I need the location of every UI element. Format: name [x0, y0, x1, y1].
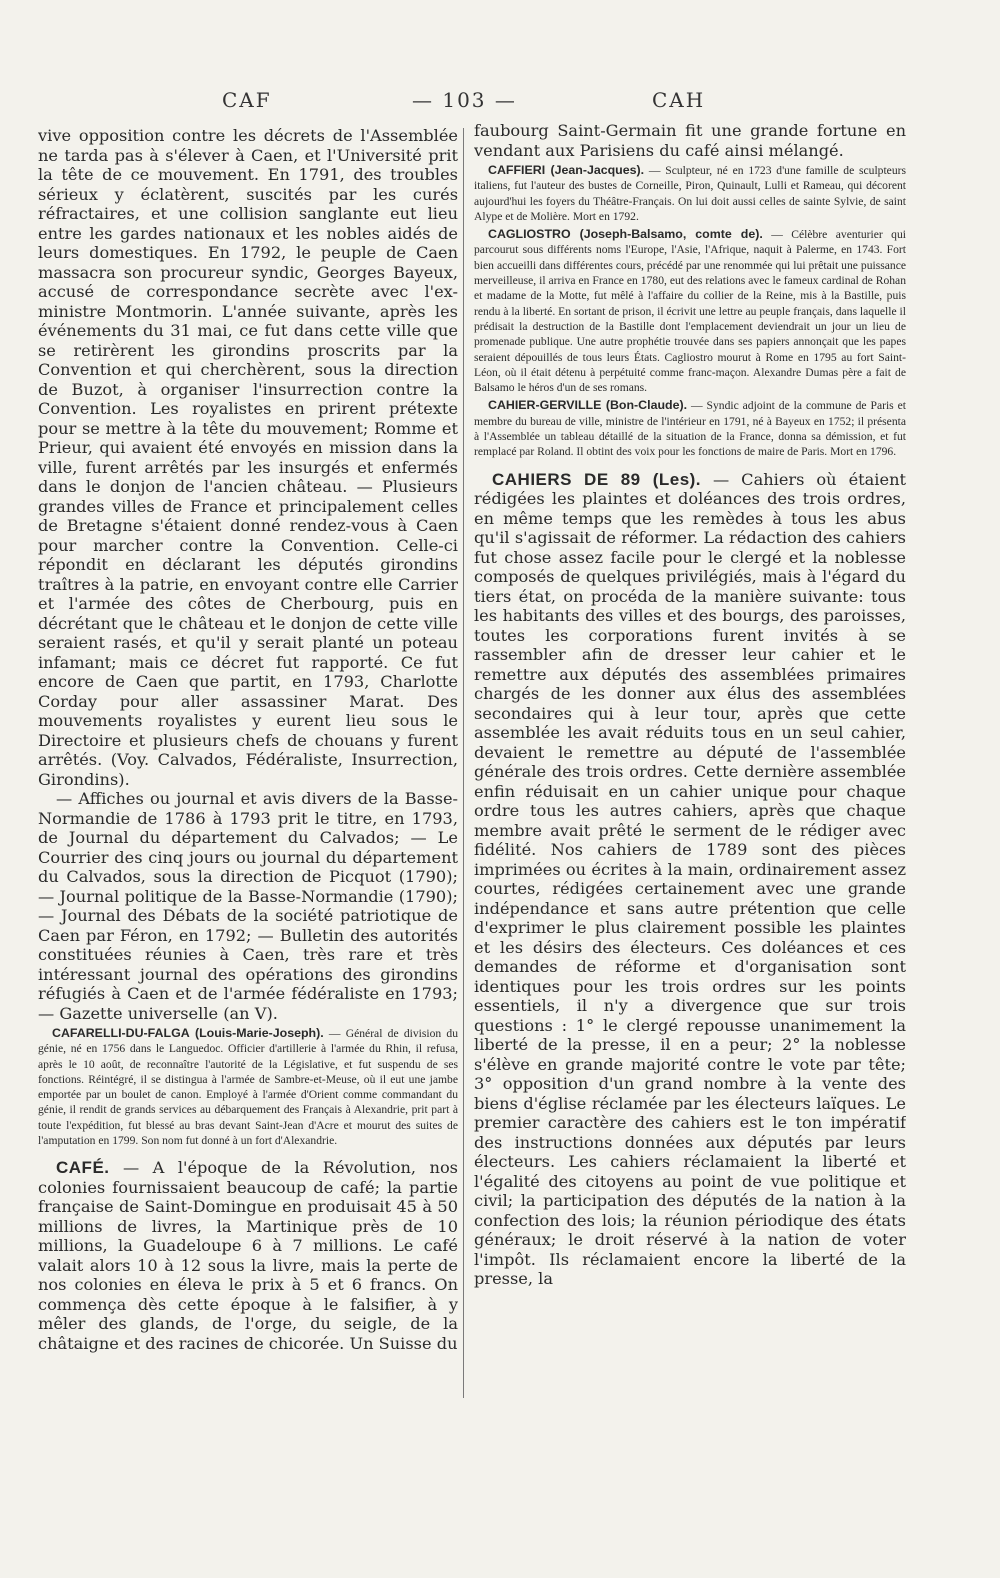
entry-cahiers-de-89-text: — Cahiers où étaient rédigées les plaintes et doléances des trois ordres, en même temps que les remèdes à tous les abus qu'il s'agissait de réformer. La rédaction des cahiers fut chose assez facile pour le clergé et la noblesse composés de quelques privilégiés, mais à l'égard du tiers état, on procéda de la manière suivante: tous les habitants des villes et des bourgs, des paroisses, toutes les corporations furent invités à se rassembler afin de dresser leur cahier et le remettre aux députés des assemblées primaires chargés de les donner aux élus des assemblées secondaires qui à leur tour, après que cette assemblée les avait réduits tous en un seul cahier, devaient le remettre au député de l'assemblée générale des trois ordres. Cette dernière assemblée enfin réduisait en un cahier unique pour chaque ordre tous les autres cahiers, après que chaque membre avait prêté le serment de le rédiger avec fidélité. Nos cahiers de 1789 sont des pièces imprimées ou écrites à la main, ordinairement assez courtes, rédigées certainement avec une grande indépendance et sans autre prétention que celle d'exprimer le plus clairement possible les plaintes et les désirs des électeurs. Ces doléances et ces demandes de réforme et d'organisation sont identiques pour les trois ordres sur les points essentiels, il n'y a divergence que sur trois questions : 1° le clergé repousse unanimement la liberté de la presse, il en a peur; 2° la noblesse s'élève en grande majorité contre le vote par tête; 3° opposition d'un grand nombre à la vente des biens d'église réclamée par les électeurs laïques. Le premier caractère des cahiers est le ton impératif des instructions données aux députés par leurs électeurs. Les cahiers réclamaient la liberté et l'égalité des citoyens au point de vue politique et civil; la participation des députés de la nation à la confection des lois; la réunion périodique des états généraux; le droit réservé à la nation de voter l'impôt. Ils réclamaient encore la liberté de la presse, la	[474, 469, 906, 1289]
left-column	[38, 126, 458, 1406]
running-head-left: CAF	[222, 88, 272, 112]
headword-cagliostro: CAGLIOSTRO (Joseph-Balsamo, comte de).	[488, 227, 763, 242]
entry-caffarelli-text: — Général de division du génie, né en 1756 dans le Languedoc. Officier d'artillerie à l'armée du Rhin, il refusa, après le 10 août, de reconnaître l'autorité de la Législative, et fut suspendu de ses fonctions. Réintégré, il se distingua à l'armée de Sambre-et-Meuse, où il eut une jambe emportée par un boulet de canon. Employé à l'armée d'Orient comme commandant du génie, il rendit de grands services au débarquement des Français à Alexandrie, prit part à toute l'expédition, fut blessé au bras devant Saint-Jean d'Acre et mourut des suites de l'amputation en 1799. Son nom fut donné à un fort d'Alexandrie.	[38, 1027, 458, 1148]
headword-cafe: CAFÉ.	[56, 1158, 110, 1178]
entry-caffieri-text: — Sculpteur, né en 1723 d'une famille de sculpteurs italiens, fut l'auteur des bustes de Corneille, Piron, Quinault, Lulli et Rameau, qui décorent aujourd'hui les foyers du Théâtre-Français. On lui doit aussi celles de sainte Sylvie, de saint Alype et de Molière. Mort en 1792.	[474, 164, 906, 223]
headword-cahier-gerville: CAHIER-GERVILLE (Bon-Claude).	[488, 398, 688, 413]
entry-caffieri	[474, 163, 906, 224]
entry-cagliostro-text: — Célèbre aventurier qui parcourut sous différents noms l'Europe, l'Asie, l'Afrique, naquit à Palerme, en 1743. Fort bien accueilli dans différentes cours, précédé par une renommée qui lui prêtait une puissance merveilleuse, il arriva en France en 1780, eut des relations avec le fameux cardinal de Rohan et madame de la Motte, fut mêlé à l'affaire du collier de la Reine, mis à la Bastille, puis rendu à la liberté. En sortant de prison, il écrivit une lettre au peuple français, dans laquelle il prédisait la destruction de la Bastille dont l'emplacement deviendrait un jour un lieu de promenade publique. Une autre prophétie trouvée dans ses papiers annonçait que les papes seraient dépouillés de tous leurs États. Cagliostro mourut à Rome en 1795 au fort Saint-Léon, où il était détenu à perpétuité comme franc-maçon. Alexandre Dumas père a fait de Balsamo le héros d'un de ses romans.	[474, 228, 906, 395]
entry-cafe	[38, 1158, 458, 1353]
right-column	[474, 121, 906, 1401]
caen-entry-continuation: vive opposition contre les décrets de l'Assemblée ne tarda pas à s'élever à Caen, et l'Université prit la tête de ce mouvement. En 1791, des troubles sérieux y éclatèrent, suscités par les curés réfractaires, et une collision sanglante eut lieu entre les gardes nationaux et les nobles aidés de leurs domestiques. En 1792, le peuple de Caen massacra son procureur syndic, Georges Bayeux, accusé de correspondance secrète avec l'ex-ministre Montmorin. L'année suivante, après les événements du 31 mai, ce fut dans cette ville que se retirèrent les girondins proscrits par la Convention et qui cherchèrent, sous la direction de Buzot, à organiser l'insurrection contre la Convention. Les royalistes en prirent prétexte pour se mettre à la tête du mouvement; Romme et Prieur, qui avaient été envoyés en mission dans la ville, furent arrêtés par les insurgés et enfermés dans le donjon de l'ancien château. — Plusieurs grandes villes de France et principalement celles de Bretagne s'étaient donné rendez-vous à Caen pour marcher contre la Convention. Celle-ci répondit en déclarant les députés girondins traîtres à la patrie, en envoyant contre elle Carrier et l'armée des côtes de Cherbourg, puis en décrétant que le château et le donjon de cette ville seraient rasés, et qu'il y serait planté un poteau infamant; mais ce décret fut rapporté. Ce fut encore de Caen que partit, en 1793, Charlotte Corday pour aller assassiner Marat. Des mouvements royalistes y eurent lieu sous le Directoire et plusieurs chefs de chouans y furent arrêtés. (Voy. Calvados, Fédéraliste, Insurrection, Girondins).	[38, 126, 458, 789]
headword-caffieri: CAFFIERI (Jean-Jacques).	[488, 163, 645, 177]
cafe-entry-continuation: faubourg Saint-Germain fit une grande fortune en vendant aux Parisiens du café ainsi mélangé.	[474, 121, 906, 160]
running-head-right: CAH	[652, 88, 706, 112]
headword-caffarelli: CAFARELLI-DU-FALGA (Louis-Marie-Joseph).	[52, 1026, 324, 1040]
entry-cafe-text: — A l'époque de la Révolution, nos colonies fournissaient beaucoup de café; la partie française de Saint-Domingue en produisait 45 à 50 millions de livres, la Martinique près de 10 millions, la Guadeloupe 6 à 7 millions. Le café valait alors 10 à 12 sous la livre, mais la perte de nos colonies en éleva le prix à 5 et 6 francs. On commença dès cette époque à le falsifier, à y mêler des glands, de l'orge, du seigle, de la châtaigne et des racines de chicorée. Un Suisse du	[38, 1158, 458, 1353]
entry-cahiers-de-89	[474, 470, 906, 1289]
entry-cahier-gerville	[474, 398, 906, 459]
entry-caffarelli	[38, 1026, 458, 1148]
column-divider	[463, 128, 464, 1398]
page-number: — 103 —	[412, 88, 517, 112]
headword-cahiers-de-89: CAHIERS DE 89 (Les).	[492, 469, 702, 489]
entry-cagliostro	[474, 227, 906, 395]
entry-cahier-gerville-text: — Syndic adjoint de la commune de Paris et membre du bureau de ville, ministre de l'intérieur en 1791, né à Bayeux en 1752; il présenta à l'Assemblée un tableau détaillé de la situation de la France, donna sa démission, et fut remplacé par Roland. Il obtint des voix pour les fonctions de maire de Paris. Mort en 1796.	[474, 399, 906, 459]
caen-journals-paragraph: — Affiches ou journal et avis divers de la Basse-Normandie de 1786 à 1793 prit le titre, en 1793, de Journal du département du Calvados; — Le Courrier des cinq jours ou journal du département du Calvados, sous la direction de Picquot (1790); — Journal politique de la Basse-Normandie (1790); — Journal des Débats de la société patriotique de Caen par Féron, en 1792; — Bulletin des autorités constituées réunies à Caen, très rare et très intéressant journal des opérations des girondins réfugiés à Caen et de l'armée fédéraliste en 1793; — Gazette universelle (an V).	[38, 789, 458, 1023]
